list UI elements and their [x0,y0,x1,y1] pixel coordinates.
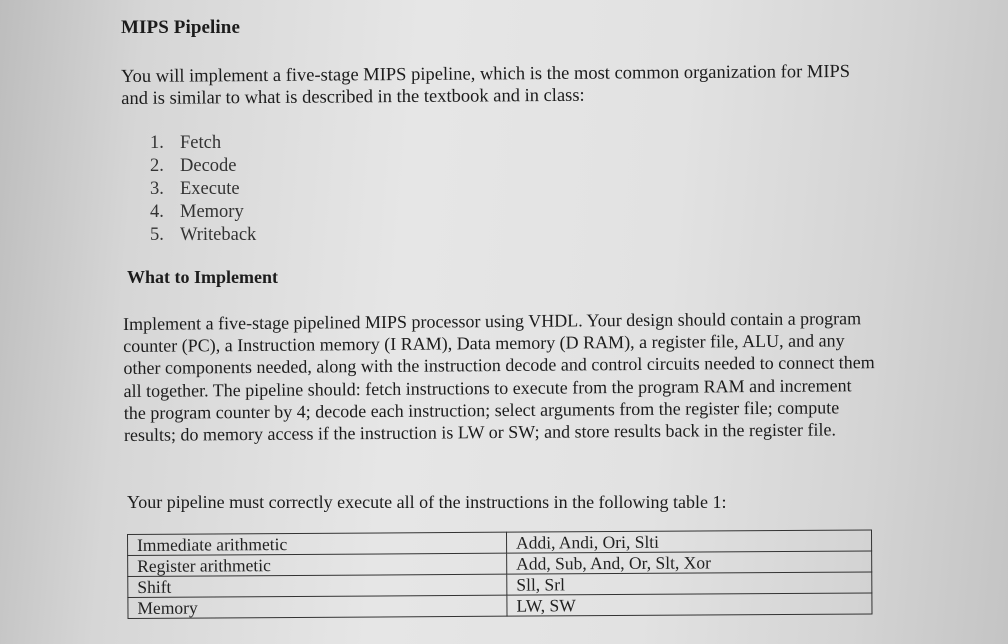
table-cell-category: Shift [128,574,507,597]
list-item-label: Decode [180,156,237,176]
list-item [150,224,256,247]
table-cell-instructions: Add, Sub, And, Or, Slt, Xor [507,551,872,574]
table-cell-instructions: LW, SW [507,593,872,616]
intro-paragraph: You will implement a five-stage MIPS pipeline, which is the most common organization for MIPS and is similar to what is described in the textbook and in class: [121,61,851,109]
list-item [150,155,256,178]
list-item [150,201,256,224]
list-item-number: 3. [150,179,164,199]
pipeline-stage-list [150,132,256,247]
list-item-label: Writeback [180,225,257,245]
list-item-label: Fetch [180,133,222,153]
list-item [150,178,256,201]
list-item-number: 4. [150,202,164,222]
list-item-number: 5. [150,225,164,245]
list-item-label: Execute [180,179,240,199]
table-intro: Your pipeline must correctly execute all of the instructions in the following table 1: [127,492,727,512]
table-cell-category: Immediate arithmetic [128,532,507,555]
table-cell-instructions: Sll, Srl [507,572,872,595]
list-item-number: 2. [150,156,164,176]
table-cell-category: Memory [128,595,507,618]
page-title: MIPS Pipeline [121,17,240,38]
table-cell-category: Register arithmetic [128,553,507,576]
list-item [150,132,256,155]
table-cell-instructions: Addi, Andi, Ori, Slti [506,530,871,553]
list-item-label: Memory [180,202,244,222]
table-row [128,593,872,619]
instruction-table [127,529,873,619]
implementation-paragraph: Implement a five-stage pipelined MIPS processor using VHDL. Your design should contain a program counter (PC), a Instruction memory (I RAM), Data memory (D RAM), a register file, ALU, and any other components needed, along with the instruction decode and control circuits needed to connect them all together. The pipeline should: fetch instructions to execute from the program RAM and increment the program counter by 4; decode each instruction; select arguments from the register file; compute results; do memory access if the instruction is LW or SW; and store results back in the register file. [123,308,875,446]
list-item-number: 1. [150,133,164,153]
section-heading: What to Implement [127,267,278,287]
